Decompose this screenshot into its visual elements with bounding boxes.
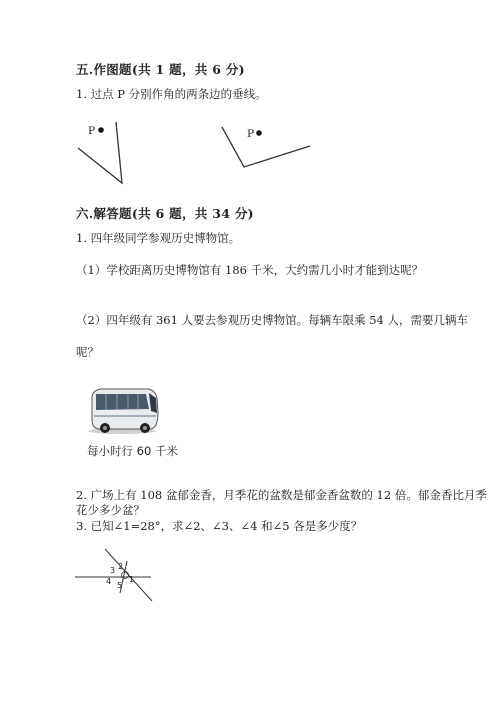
angle-label-1: 1 [129,575,135,584]
angle-label-2: 2 [118,562,124,571]
section-6-title: 六.解答题(共 6 题，共 34 分) [76,206,254,221]
point-p-label-right: P [247,128,255,140]
question-6-3: 3. 已知∠1=28°，求∠2、∠3、∠4 和∠5 各是多少度？ [76,519,363,533]
question-6-2-line-2: 花少多少盆？ [76,503,145,517]
bus-caption: 每小时行 60 千米 [87,444,178,458]
question-6-1-part-2-line-1: （2）四年级有 361 人要去参观历史博物馆。每辆车限乘 54 人，需要几辆车 [76,313,469,327]
question-6-1: 1. 四年级同学参观历史博物馆。 [76,231,241,245]
angle-label-4: 4 [106,577,112,586]
question-6-1-part-2-line-2: 呢？ [76,345,99,359]
angle-label-3: 3 [110,566,116,575]
angle-label-5: 5 [117,581,123,590]
point-p-label-left: P [88,125,96,137]
question-6-1-part-1: （1）学校距离历史博物馆有 186 千米，大约需几小时才能到达呢？ [76,263,424,277]
question-5-1: 1. 过点 P 分别作角的两条边的垂线。 [76,87,267,101]
question-6-2-line-1: 2. 广场上有 108 盆郁金香，月季花的盆数是郁金香盆数的 12 倍。郁金香比月季 [76,488,487,502]
section-5-title: 五.作图题(共 1 题，共 6 分) [76,62,245,77]
